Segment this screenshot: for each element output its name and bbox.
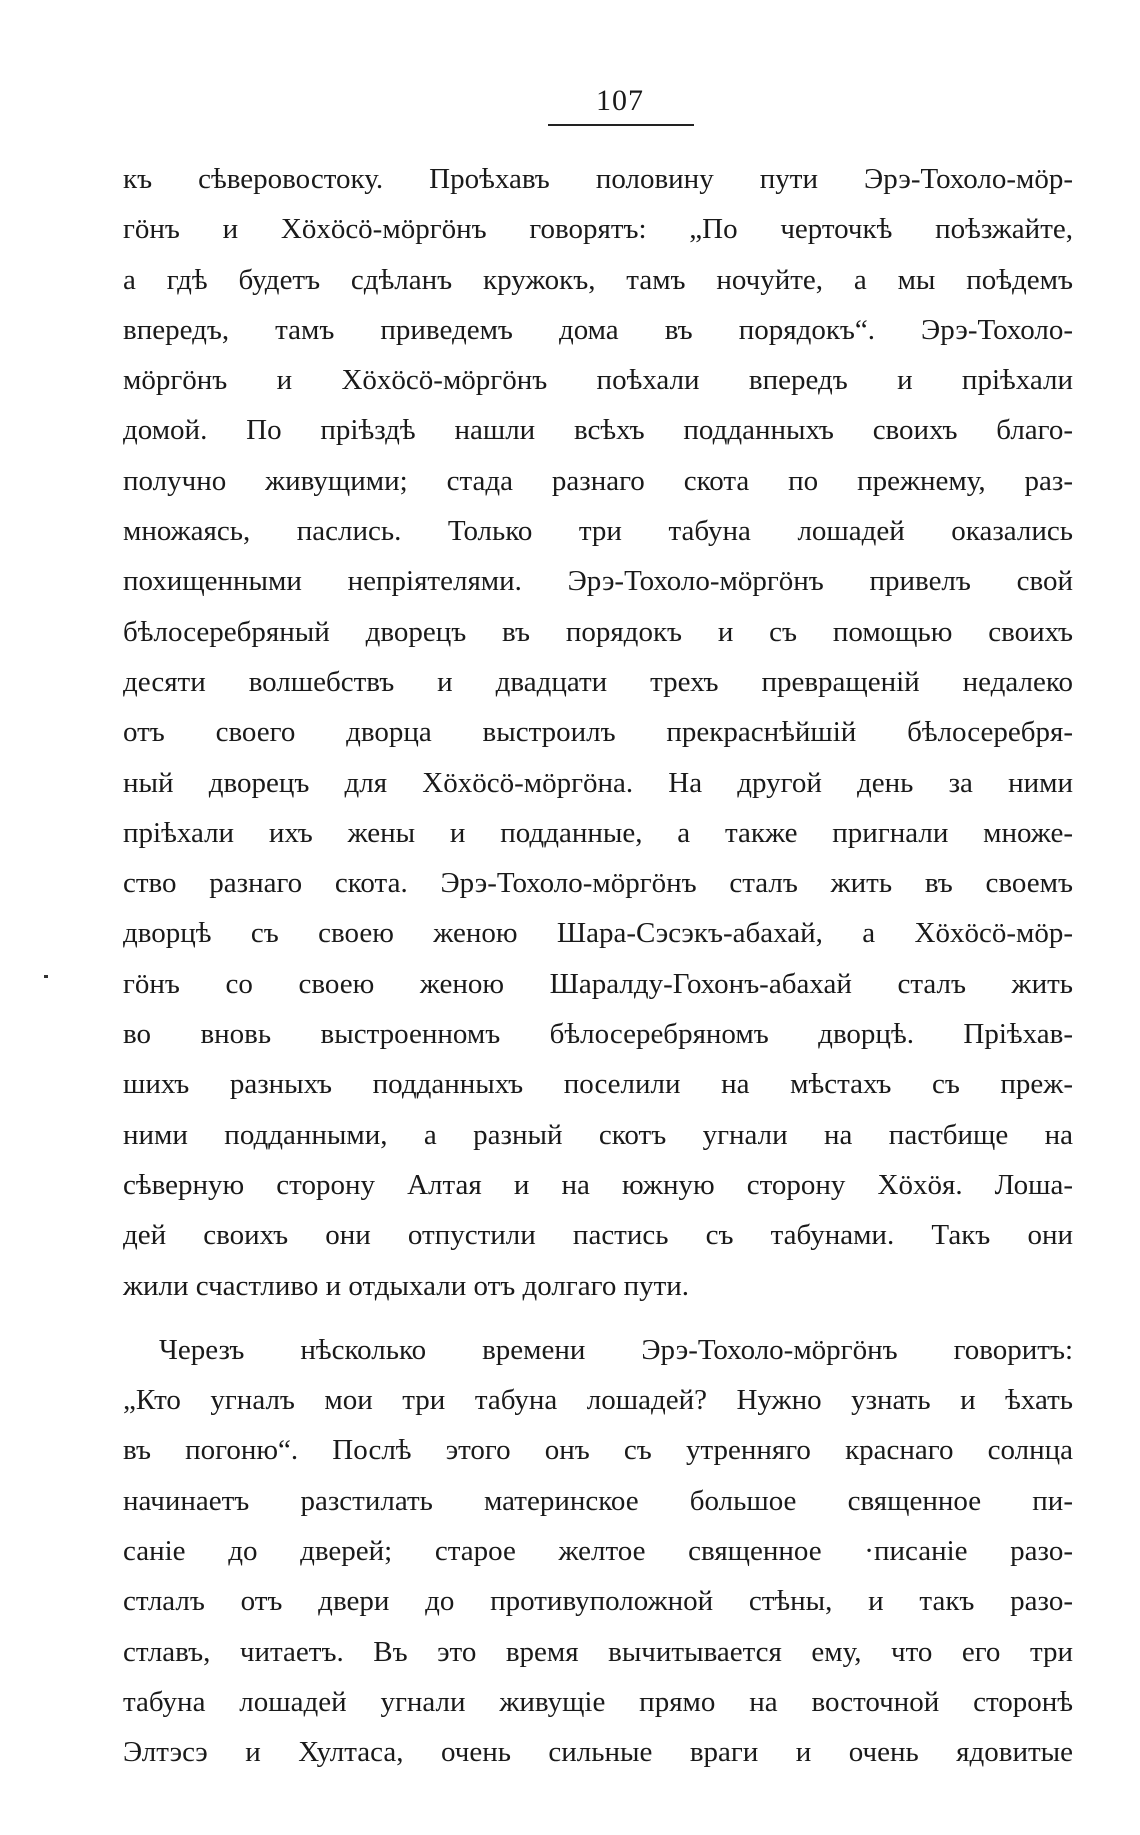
- text-line: табуна лошадей угнали живущіе прямо на восточной сторонѣ: [123, 1685, 1073, 1718]
- text-line: гӧнъ и Хӧхӧсӧ-мӧргӧнъ говорятъ: „По черточкѣ поѣзжайте,: [123, 213, 1073, 246]
- text-line: десяти волшебствъ и двадцати трехъ превращеній недалеко: [123, 665, 1073, 698]
- text-line: получно живущими; стада разнаго скота по прежнему, раз-: [123, 464, 1073, 497]
- print-speck: [44, 975, 48, 978]
- page-number-rule: [548, 124, 694, 126]
- text-line: Элтэсэ и Хултаса, очень сильные враги и очень ядовитые: [123, 1736, 1073, 1769]
- text-line: въ погоню“. Послѣ этого онъ съ утренняго краснаго солнца: [123, 1434, 1073, 1467]
- text-line: Черезъ нѣсколько времени Эрэ-Тохоло-мӧргӧнъ говоритъ:: [159, 1333, 1073, 1366]
- body-text: [123, 154, 1073, 1778]
- text-line: ство разнаго скота. Эрэ-Тохоло-мӧргӧнъ сталъ жить въ своемъ: [123, 867, 1073, 900]
- text-line: сѣверную сторону Алтая и на южную сторону Хӧхӧя. Лоша-: [123, 1168, 1073, 1201]
- text-line: начинаетъ разстилать материнское большое священное пи-: [123, 1484, 1073, 1517]
- text-line: ними подданными, а разный скотъ угнали на пастбище на: [123, 1118, 1073, 1151]
- paragraph-gap: [123, 1311, 1073, 1325]
- paragraph: [123, 154, 1073, 1311]
- text-line: а гдѣ будетъ сдѣланъ кружокъ, тамъ ночуйте, а мы поѣдемъ: [123, 263, 1073, 296]
- page-number: 107: [596, 84, 644, 117]
- text-line: бѣлосеребряный дворецъ въ порядокъ и съ помощью своихъ: [123, 615, 1073, 648]
- text-line: „Кто угналъ мои три табуна лошадей? Нужно узнать и ѣхать: [123, 1384, 1073, 1417]
- text-line: гӧнъ со своею женою Шаралду-Гохонъ-абахай сталъ жить: [123, 967, 1073, 1000]
- text-line: во вновь выстроенномъ бѣлосеребряномъ дворцѣ. Пріѣхав-: [123, 1018, 1073, 1051]
- text-line: множаясь, паслись. Только три табуна лошадей оказались: [123, 515, 1073, 548]
- text-line: похищенными непріятелями. Эрэ-Тохоло-мӧргӧнъ привелъ свой: [123, 565, 1073, 598]
- text-line: саніе до дверей; старое желтое священное ·писаніе разо-: [123, 1535, 1073, 1568]
- text-line: домой. По пріѣздѣ нашли всѣхъ подданныхъ своихъ благо-: [123, 414, 1073, 447]
- text-line: пріѣхали ихъ жены и подданные, а также пригнали множе-: [123, 816, 1073, 849]
- text-line: къ сѣверовостоку. Проѣхавъ половину пути Эрэ-Тохоло-мӧр-: [123, 163, 1073, 195]
- text-line: стлалъ отъ двери до противуположной стѣны, и такъ разо-: [123, 1585, 1073, 1618]
- text-line: стлавъ, читаетъ. Въ это время вычитывается ему, что его три: [123, 1635, 1073, 1668]
- text-line: впередъ, тамъ приведемъ дома въ порядокъ“. Эрэ-Тохоло-: [123, 313, 1073, 346]
- text-line: дей своихъ они отпустили пастись съ табунами. Такъ они: [123, 1219, 1073, 1252]
- text-line: дворцѣ съ своею женою Шара-Сэсэкъ-абахай, а Хӧхӧсӧ-мӧр-: [123, 917, 1073, 950]
- text-line: мӧргӧнъ и Хӧхӧсӧ-мӧргӧнъ поѣхали впередъ и пріѣхали: [123, 364, 1073, 397]
- text-line: отъ своего дворца выстроилъ прекраснѣйшій бѣлосеребря-: [123, 716, 1073, 749]
- text-line: шихъ разныхъ подданныхъ поселили на мѣстахъ съ преж-: [123, 1068, 1073, 1101]
- paragraph: [123, 1325, 1073, 1778]
- text-line: ный дворецъ для Хӧхӧсӧ-мӧргӧна. На другой день за ними: [123, 766, 1073, 799]
- text-line: жили счастливо и отдыхали отъ долгаго пути.: [123, 1269, 690, 1302]
